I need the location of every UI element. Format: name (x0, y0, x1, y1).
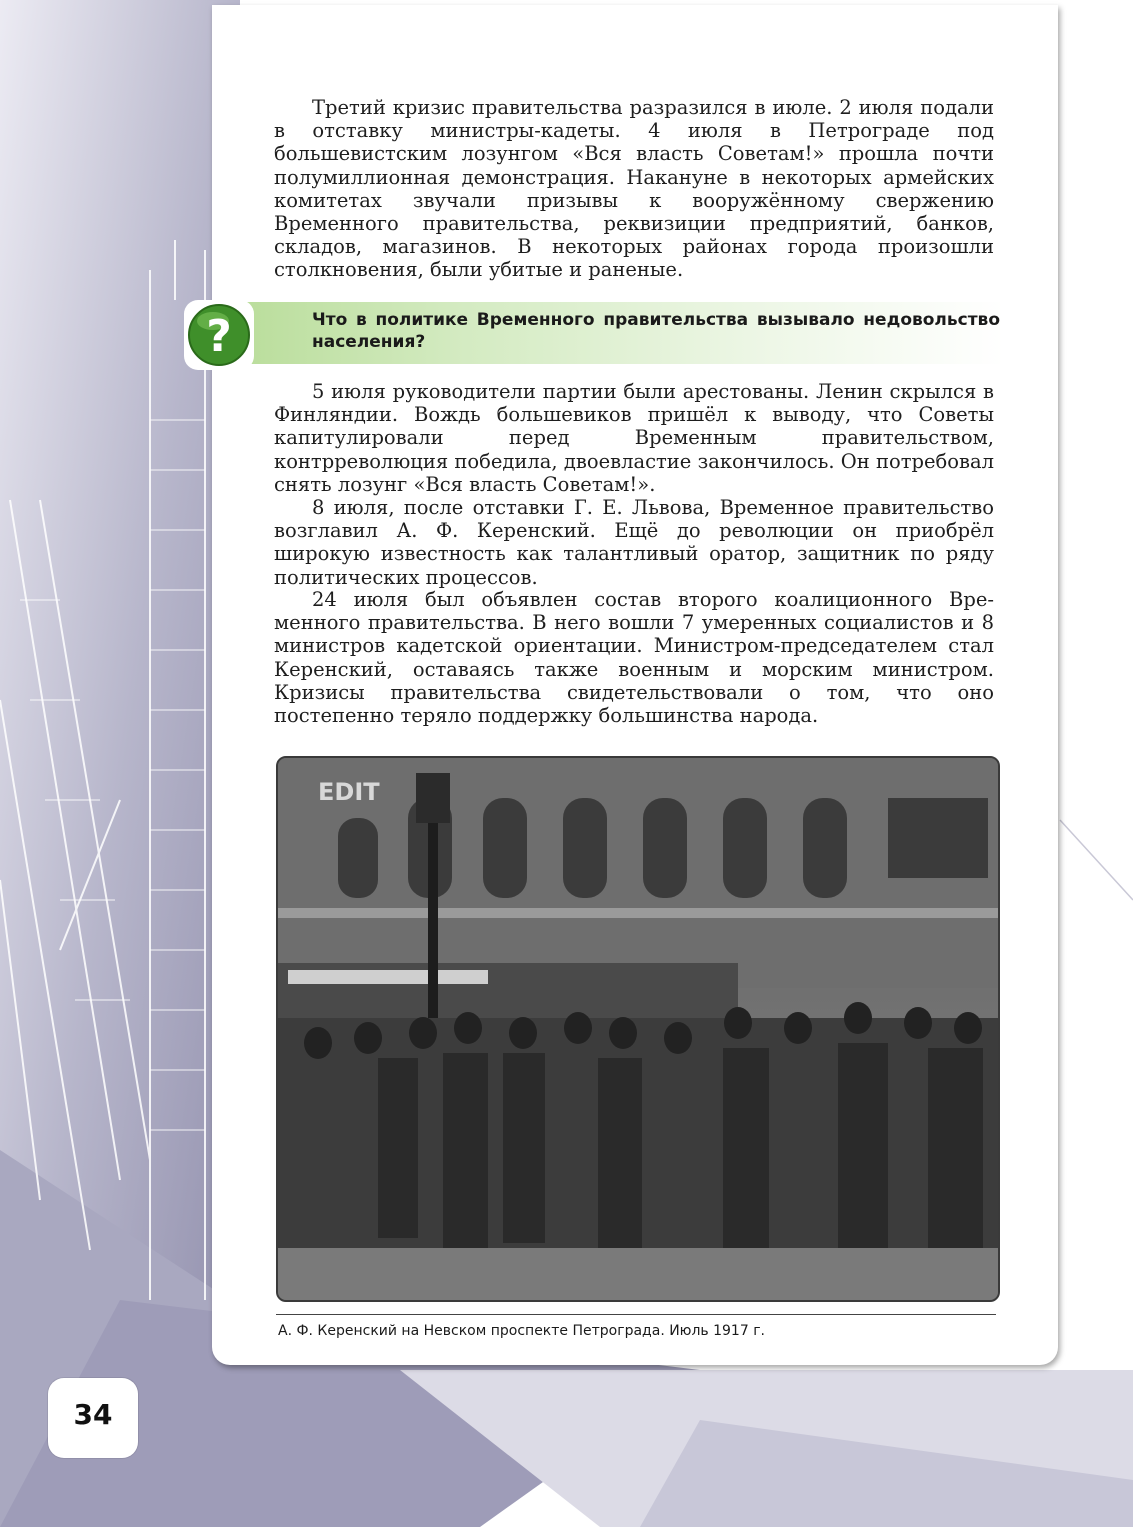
paragraph-1: Третий кризис правительства разразился в июле. 2 июля подали в отставку министры-кадеты. 4 июля в Петрограде под большевистским лозунгом «Вся власть Советам!» прошла почти полумиллионная демонстрация. Накануне в некоторых армейских комитетах звучали призывы к вооружённому свержению Временного правительства, реквизиции предприятий, банков, складов, магазинов. В некоторых районах города произошли столкновения, были убитые и раненые. (274, 96, 994, 282)
svg-text:?: ? (206, 311, 232, 362)
paragraph-2: 5 июля руководители партии были арестованы. Ленин скрылся в Финляндии. Вождь большевиков пришёл к выводу, что Советы капитулировали перед Временным правительством, контрреволюция победила, двоевластие закончилось. Он потребовал снять лозунг «Вся власть Советам!». (274, 380, 994, 496)
paragraph-4: 24 июля был объявлен состав второго коалиционного Временного правительства. В него вошли 7 умеренных социалистов и 8 министров кадетской ориентации. Министром-председателем стал Керенский, оставаясь также военным и морским министром. Кризисы правительства свидетельствовали о том, что оно постепенно теряло поддержку большинства народа. (274, 588, 994, 728)
historical-photo (276, 756, 1000, 1302)
photo-illustration (278, 758, 998, 1300)
paragraph-3: 8 июля, после отставки Г. Е. Львова, Временное правительство возглавил А. Ф. Керенский. Ещё до революции он приобрёл широкую известность как талантливый оратор, защитник по ряду политических процессов. (274, 496, 994, 589)
sign-text: EDIT (318, 778, 380, 806)
caption-rule (276, 1314, 996, 1315)
question-mark-icon (180, 296, 258, 374)
page-number: 34 (73, 1398, 113, 1431)
question-text: Что в политике Временного правительства вызывало недовольство населения? (312, 310, 1000, 352)
photo-caption: А. Ф. Керенский на Невском проспекте Петрограда. Июль 1917 г. (278, 1323, 766, 1339)
